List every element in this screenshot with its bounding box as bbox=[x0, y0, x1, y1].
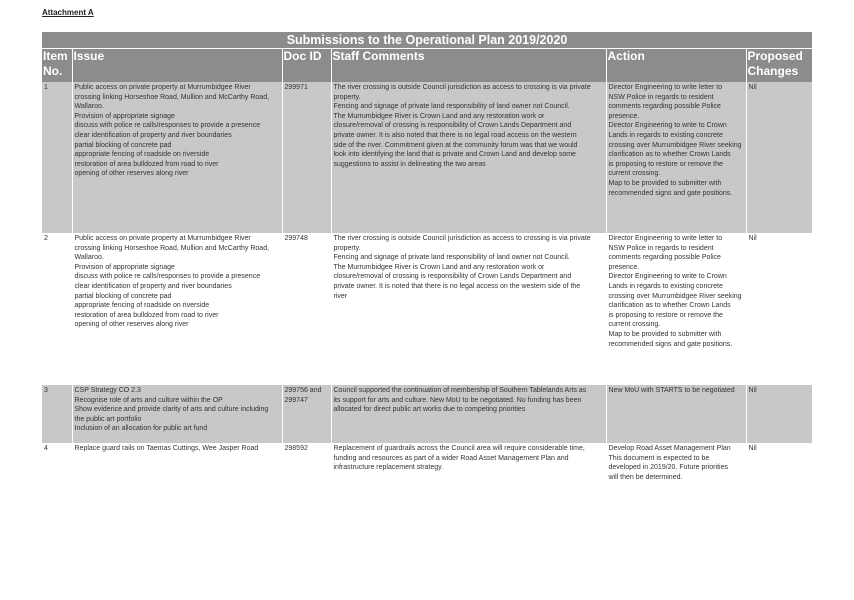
doc-id-cell-line: 299756 and bbox=[284, 387, 322, 394]
action-cell-line: current crossing. bbox=[608, 170, 661, 178]
item-number: 2 bbox=[44, 235, 48, 242]
action-cell-line: is proposing to restore or remove the bbox=[608, 311, 723, 319]
issue-cell-line: clear identification of property and river boundaries bbox=[74, 282, 232, 290]
issue-cell-line: the public art portfolio bbox=[74, 415, 142, 423]
staff-comments-cell-line: allocated for direct public art works due to competing priorities bbox=[333, 406, 526, 414]
action-cell-line: recommended signs and gate positions. bbox=[608, 340, 733, 348]
action-cell-line: Develop Road Asset Management Plan bbox=[608, 445, 731, 452]
staff-comments-cell-line: side of the river. Commitment given at the community forum was that we would bbox=[333, 141, 578, 149]
issue-cell-line: partial blocking of concrete pad bbox=[74, 292, 172, 300]
issue-cell-line: crossing linking Horseshoe Road, Mullion and McCarthy Road, bbox=[74, 244, 270, 252]
staff-comments-cell-line: its support for arts and culture. New MoU to be negotiated. No funding has been bbox=[333, 396, 582, 404]
issue-cell bbox=[72, 233, 282, 376]
issue-cell bbox=[72, 443, 282, 492]
header-issue: Issue bbox=[72, 49, 282, 83]
action-cell-line: Director Engineering to write letter to bbox=[608, 235, 723, 242]
action-cell-line: Director Engineering to write to Crown bbox=[608, 122, 727, 130]
staff-comments-cell bbox=[331, 443, 606, 492]
action-cell-line: NSW Police in regards to resident bbox=[608, 93, 714, 101]
staff-comments-cell-line: suggestions to assist in delineating the two areas bbox=[333, 160, 486, 168]
doc-id-cell bbox=[282, 233, 331, 376]
staff-comments-cell-line: Fencing and signage of private land responsibility of land owner not Council. bbox=[333, 254, 570, 262]
issue-cell-line: restoration of area bulldozed from road to river bbox=[74, 311, 219, 319]
item-number: 3 bbox=[42, 385, 72, 443]
issue-cell-line: Wallaroo. bbox=[74, 254, 104, 262]
action-cell-line: crossing over Murrumbidgee River seeking bbox=[608, 292, 742, 300]
staff-comments-cell-line: closure/removal of crossing is responsibility of Crown Lands Department and bbox=[333, 122, 572, 130]
action-cell-line: New MoU with STARTS to be negotiated bbox=[608, 387, 735, 394]
table-row bbox=[42, 82, 812, 233]
doc-id-cell-line: 299748 bbox=[284, 235, 308, 242]
action-cell-line: This document is expected to be bbox=[608, 454, 710, 462]
issue-cell-line: clear identification of property and river boundaries bbox=[74, 131, 232, 139]
row-spacer bbox=[42, 376, 812, 385]
staff-comments-cell-line: private owner. It is also noted that there is no legal road access on the western bbox=[333, 131, 577, 139]
doc-id-cell-line: 299971 bbox=[284, 84, 308, 91]
staff-comments-cell-line: look into identifying the land that is private and Crown Land and develop some bbox=[333, 151, 576, 159]
issue-cell-line: Show evidence and provide clarity of arts and culture including bbox=[74, 406, 269, 414]
issue-cell-line: Wallaroo. bbox=[74, 103, 104, 111]
doc-id-cell-line: 298592 bbox=[284, 445, 308, 452]
staff-comments-cell-line: river bbox=[333, 292, 348, 300]
issue-cell-line: Provision of appropriate signage bbox=[74, 263, 175, 271]
submissions-table bbox=[42, 32, 812, 492]
table-row bbox=[42, 443, 812, 492]
header-proposed-changes: Proposed Changes bbox=[746, 49, 812, 83]
staff-comments-cell-line: Council supported the continuation of membership of Southern Tablelands Arts as bbox=[333, 387, 587, 394]
issue-cell-line: Public access on private property at Murrumbidgee River bbox=[74, 235, 251, 242]
action-cell bbox=[606, 443, 746, 492]
issue-cell-line: opening of other reserves along river bbox=[74, 170, 189, 178]
action-cell-line: clarification as to whether Crown Lands bbox=[608, 302, 731, 310]
staff-comments-cell-line: funding and resources as part of a wider Road Asset Management Plan and bbox=[333, 454, 569, 462]
staff-comments-cell bbox=[331, 233, 606, 376]
header-item-no: Item No. bbox=[42, 49, 72, 83]
issue-cell-line: discuss with police re calls/responses to provide a presence bbox=[74, 122, 261, 130]
issue-cell-line: partial blocking of concrete pad bbox=[74, 141, 172, 149]
issue-cell-line: Inclusion of an allocation for public art fund bbox=[74, 425, 208, 433]
issue-cell-line: crossing linking Horseshoe Road, Mullion and McCarthy Road, bbox=[74, 93, 270, 101]
action-cell-line: comments regarding possible Police bbox=[608, 103, 721, 111]
issue-cell-line: Public access on private property at Murrumbidgee River bbox=[74, 84, 251, 91]
action-cell-line: Map to be provided to submitter with bbox=[608, 179, 722, 187]
staff-comments-cell-line: The river crossing is outside Council jurisdiction as access to crossing is via private bbox=[333, 235, 591, 242]
action-cell-line: Map to be provided to submitter with bbox=[608, 330, 722, 338]
issue-cell-line: discuss with police re calls/responses to provide a presence bbox=[74, 273, 261, 281]
doc-id-cell-line: 299747 bbox=[284, 396, 308, 404]
action-cell-line: developed in 2019/20. Future priorities bbox=[608, 464, 728, 472]
issue-cell-line: Provision of appropriate signage bbox=[74, 112, 175, 120]
table-title: Submissions to the Operational Plan 2019/2020 bbox=[42, 32, 812, 49]
staff-comments-cell-line: property. bbox=[333, 93, 361, 101]
staff-comments-cell bbox=[331, 82, 606, 233]
attachment-label: Attachment A bbox=[42, 8, 94, 17]
action-cell-line: crossing over Murrumbidgee River seeking bbox=[608, 141, 742, 149]
item-number: 1 bbox=[42, 82, 72, 233]
action-cell-line: presence. bbox=[608, 112, 640, 120]
action-cell bbox=[606, 385, 746, 443]
proposed-changes-cell: Nil bbox=[748, 235, 757, 242]
action-cell-line: current crossing. bbox=[608, 321, 661, 329]
issue-cell-line: Replace guard rails on Taemas Cuttings, Wee Jasper Road bbox=[74, 445, 259, 452]
action-cell bbox=[606, 233, 746, 376]
issue-cell-line: appropriate fencing of roadside on riverside bbox=[74, 151, 210, 159]
issue-cell-line: appropriate fencing of roadside on riverside bbox=[74, 302, 210, 310]
action-cell-line: will then be determined. bbox=[608, 473, 683, 481]
staff-comments-cell bbox=[331, 385, 606, 443]
staff-comments-cell-line: The Murrumbidgee River is Crown Land and any restoration work or bbox=[333, 112, 545, 120]
doc-id-cell bbox=[282, 82, 331, 233]
table-row bbox=[42, 233, 812, 376]
action-cell bbox=[606, 82, 746, 233]
doc-id-cell bbox=[282, 443, 331, 492]
issue-cell bbox=[72, 82, 282, 233]
action-cell-line: recommended signs and gate positions. bbox=[608, 189, 733, 197]
staff-comments-cell-line: Fencing and signage of private land responsibility of land owner not Council. bbox=[333, 103, 570, 111]
action-cell-line: Director Engineering to write to Crown bbox=[608, 273, 727, 281]
action-cell-line: comments regarding possible Police bbox=[608, 254, 721, 262]
staff-comments-cell-line: The Murrumbidgee River is Crown Land and any restoration work or bbox=[333, 263, 545, 271]
issue-cell-line: CSP Strategy CO 2.3 bbox=[74, 387, 141, 394]
action-cell-line: NSW Police in regards to resident bbox=[608, 244, 714, 252]
staff-comments-cell-line: closure/removal of crossing is responsibility of Crown Lands Department and bbox=[333, 273, 572, 281]
action-cell-line: presence. bbox=[608, 263, 640, 271]
issue-cell-line: opening of other reserves along river bbox=[74, 321, 189, 329]
action-cell-line: Lands in regards to existing concrete bbox=[608, 131, 723, 139]
item-number: 4 bbox=[44, 445, 48, 452]
action-cell-line: Director Engineering to write letter to bbox=[608, 84, 723, 91]
header-action: Action bbox=[606, 49, 746, 83]
staff-comments-cell-line: Replacement of guardrails across the Council area will require considerable time, bbox=[333, 445, 585, 452]
table-row bbox=[42, 385, 812, 443]
proposed-changes-cell: Nil bbox=[746, 385, 812, 443]
action-cell-line: Lands in regards to existing concrete bbox=[608, 282, 723, 290]
proposed-changes-cell: Nil bbox=[746, 82, 812, 233]
header-doc-id: Doc ID bbox=[282, 49, 331, 83]
proposed-changes-cell: Nil bbox=[748, 445, 757, 452]
header-staff-comments: Staff Comments bbox=[331, 49, 606, 83]
staff-comments-cell-line: private owner. It is noted that there is no legal access on the western side of the bbox=[333, 282, 581, 290]
action-cell-line: clarification as to whether Crown Lands bbox=[608, 151, 731, 159]
staff-comments-cell-line: infrastructure replacement strategy. bbox=[333, 464, 444, 472]
issue-cell-line: restoration of area bulldozed from road to river bbox=[74, 160, 219, 168]
issue-cell bbox=[72, 385, 282, 443]
issue-cell-line: Recognise role of arts and culture within the OP bbox=[74, 396, 223, 404]
staff-comments-cell-line: property. bbox=[333, 244, 361, 252]
action-cell-line: is proposing to restore or remove the bbox=[608, 160, 723, 168]
doc-id-cell bbox=[282, 385, 331, 443]
staff-comments-cell-line: The river crossing is outside Council jurisdiction as access to crossing is via private bbox=[333, 84, 591, 91]
